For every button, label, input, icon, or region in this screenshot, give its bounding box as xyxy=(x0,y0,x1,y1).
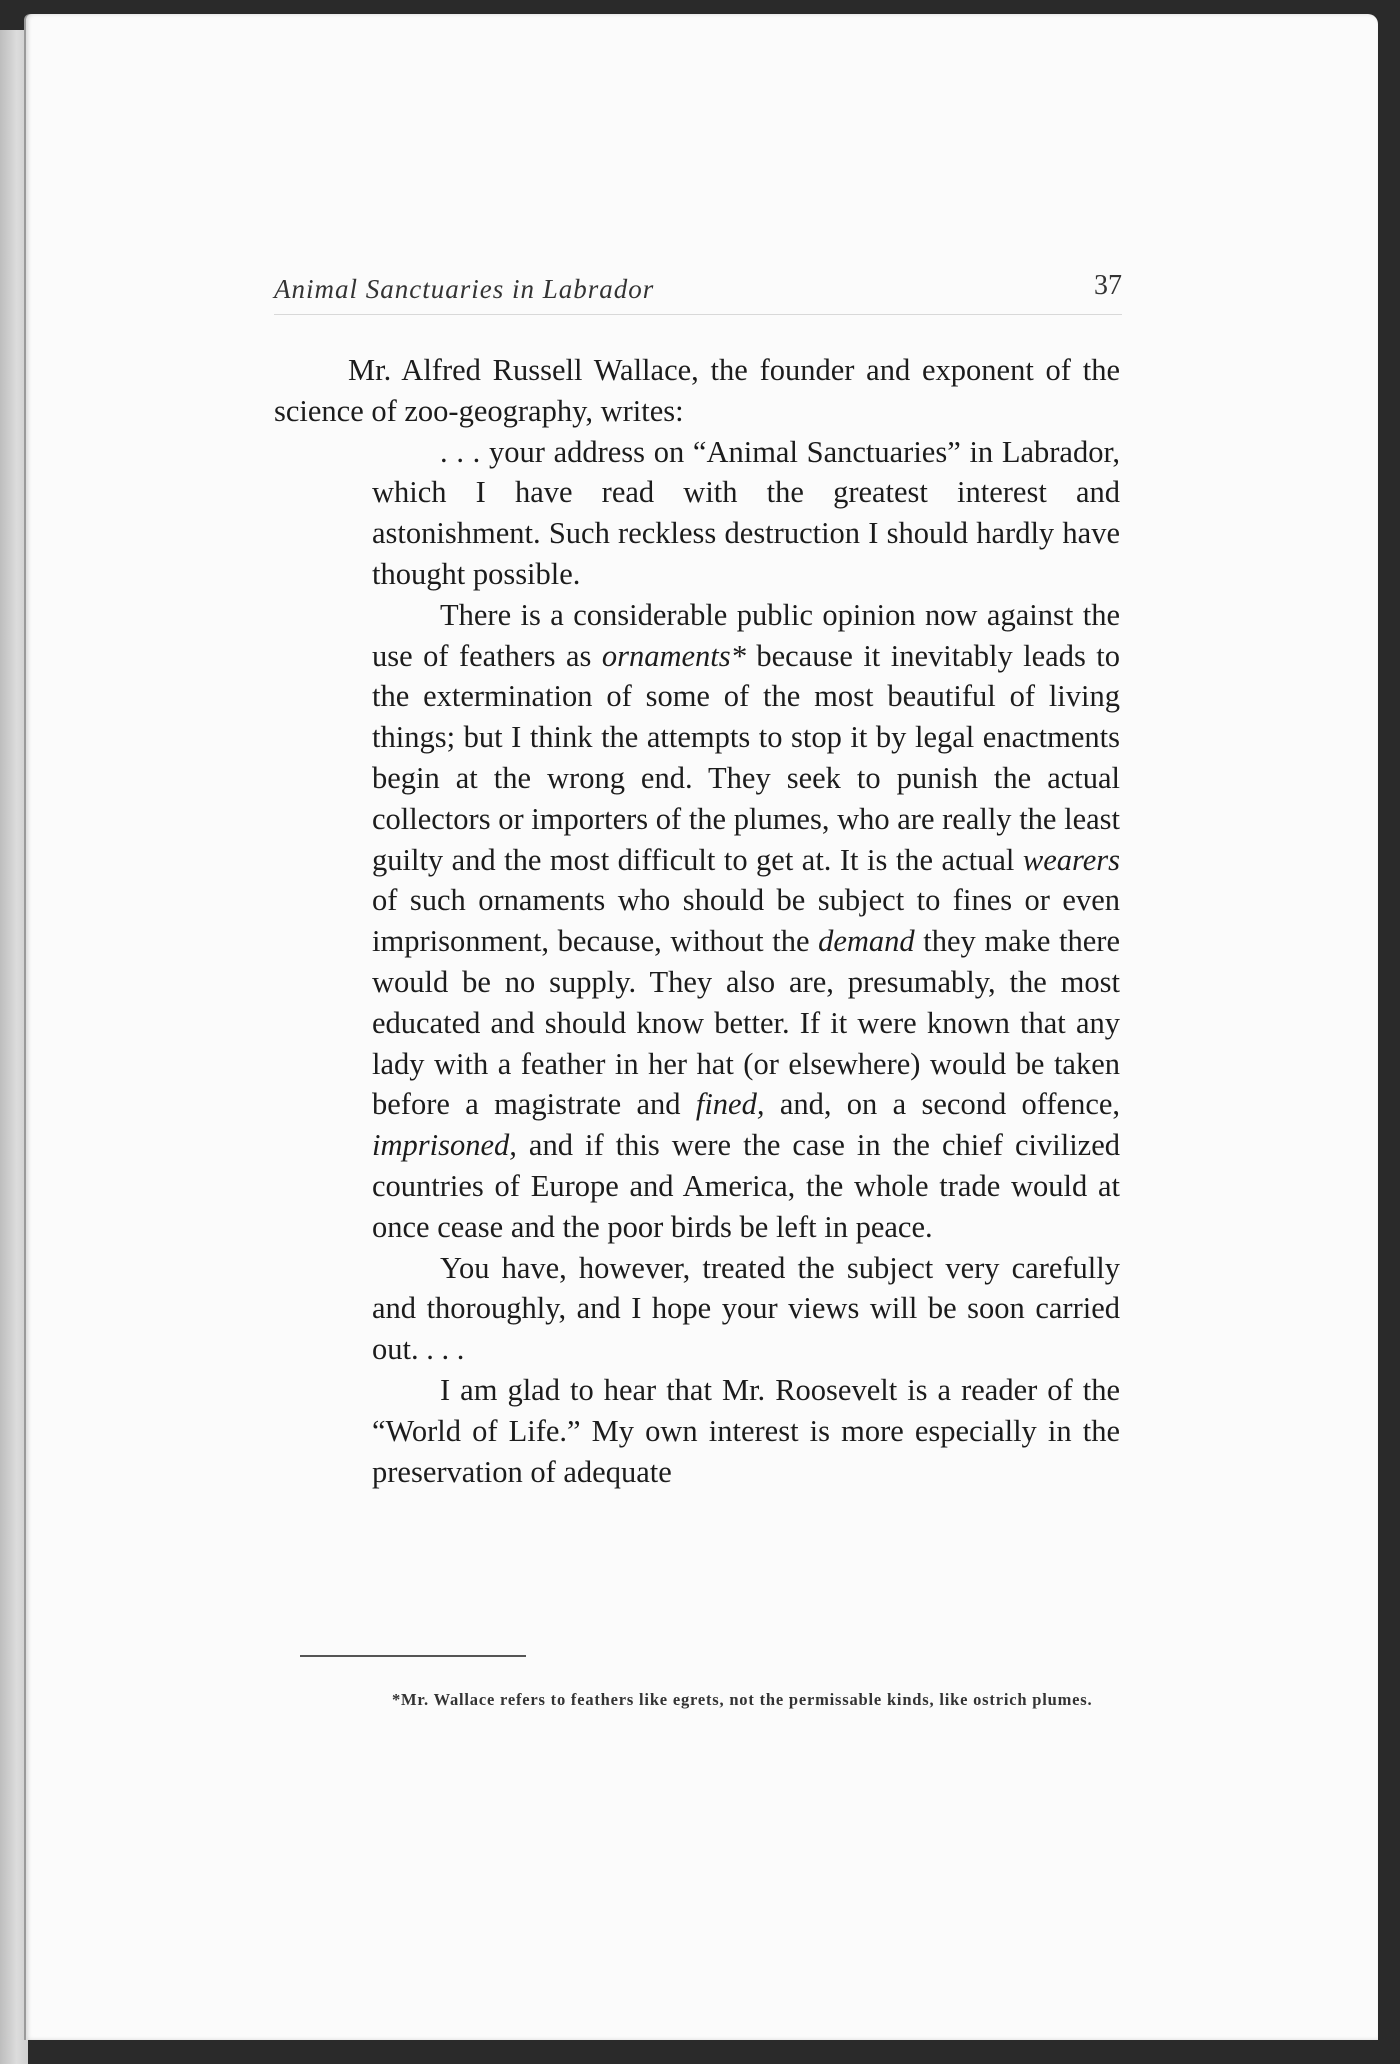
quote-text: your address on “Animal Sanctuaries” in Labrador, which I have read with the greatest interest and astonishment. Such reckless destruction I should hardly have thought possible. xyxy=(372,434,1121,591)
quote-text: they make there would be no supply. They also are, presumably, the most educated and should know better. If it were known that any lady with a feather in her hat (or elsewhere) would be taken before a magistrate and xyxy=(372,924,1121,1122)
footnote: *Mr. Wallace refers to feathers like egrets, not the permissable kinds, like ostrich plumes. xyxy=(392,1689,1093,1709)
italic-emphasis: fined, xyxy=(695,1087,765,1122)
intro-paragraph: Mr. Alfred Russell Wallace, the founder and exponent of the science of zoo-geography, writes: xyxy=(274,353,1120,428)
body-text xyxy=(274,350,1120,1492)
quote-text: of such ornaments who should be subject to fines or even imprisonment, because, without the xyxy=(372,883,1120,959)
quote-paragraph xyxy=(372,432,1120,595)
italic-emphasis: imprisoned, xyxy=(372,1128,517,1163)
quote-paragraph: You have, however, treated the subject very carefully and thoroughly, and I hope your views will be soon carried out. . . . xyxy=(372,1250,1120,1367)
ellipsis: . . . xyxy=(440,434,481,469)
italic-emphasis: wearers xyxy=(1022,842,1121,877)
quote-paragraph: I am glad to hear that Mr. Roosevelt is a reader of the “World of Life.” My own interest is more especially in the preservation of adequate xyxy=(372,1372,1120,1489)
footnote-divider xyxy=(300,1655,526,1657)
quote-text: because it inevitably leads to the extermination of some of the most beautiful of living things; but I think the attempts to stop it by legal enactments begin at the wrong end. They seek to punish the actual collectors or importers of the plumes, who are really the least guilty and the most difficult to get at. It is the actual xyxy=(372,638,1121,877)
quote-text: There is a considerable public opinion now against the use of feathers as xyxy=(372,597,1120,673)
italic-emphasis: demand xyxy=(818,924,915,959)
running-header xyxy=(274,262,1122,315)
running-title: Animal Sanctuaries in Labrador xyxy=(274,274,655,304)
quote-text: and, on a second offence, xyxy=(779,1087,1121,1122)
quote-paragraph xyxy=(372,595,1120,1248)
quote-text: and if this were the case in the chief civilized countries of Europe and America, the whole trade would at once cease and the poor birds be left in peace. xyxy=(372,1128,1120,1244)
book-spine-edge xyxy=(0,30,28,2064)
italic-emphasis: ornaments* xyxy=(601,638,746,673)
page-number: 37 xyxy=(1094,270,1122,301)
